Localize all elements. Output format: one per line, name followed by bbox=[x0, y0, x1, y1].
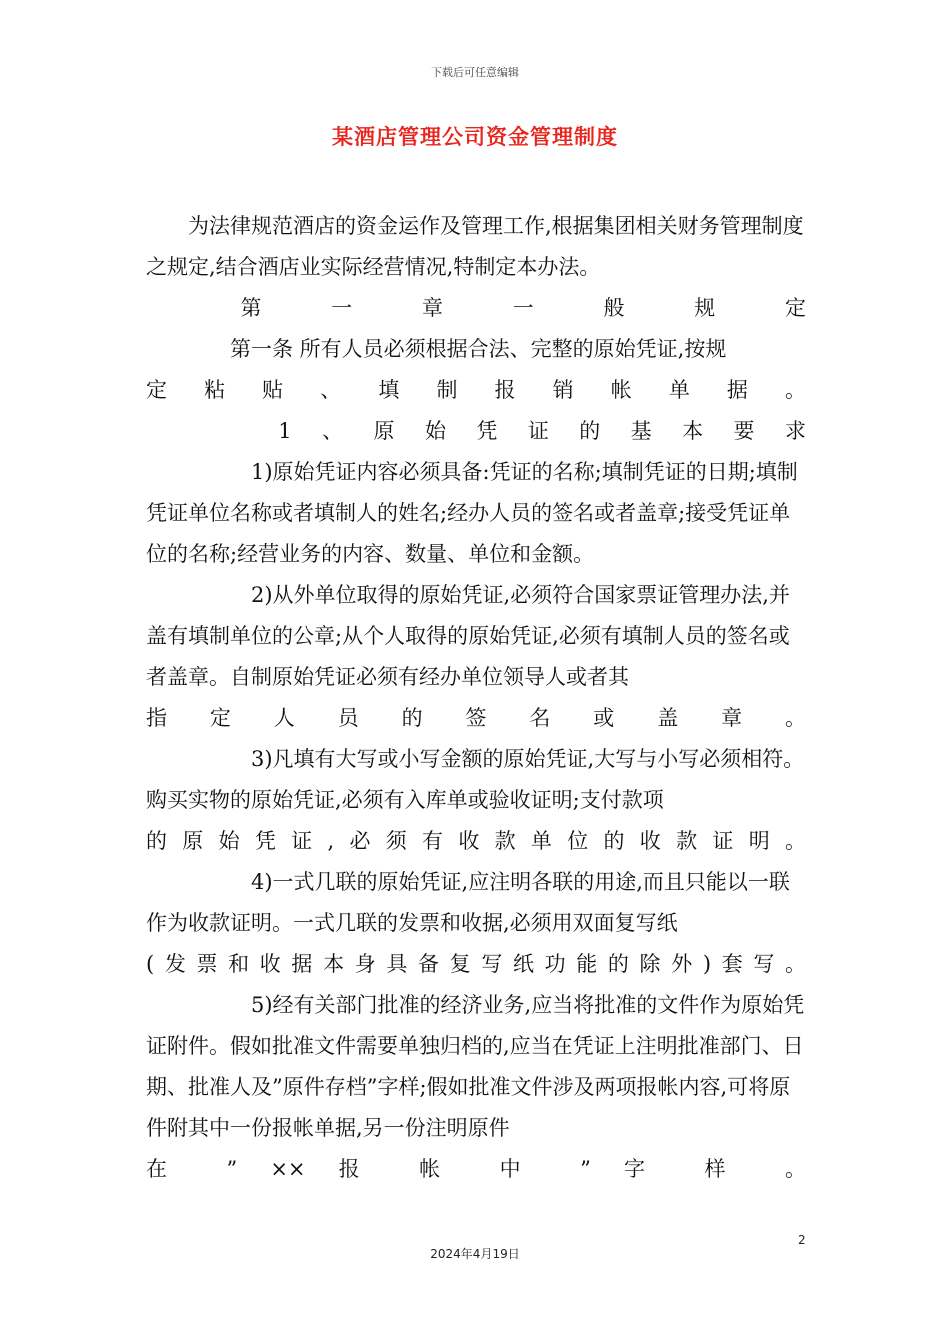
footer-date: 2024年4月19日 bbox=[430, 1247, 520, 1261]
item-4-last-line: (发票和收据本身具备复写纸功能的除外)套写。 bbox=[146, 952, 806, 976]
item-1-paragraph: 1)原始凭证内容必须具备:凭证的名称;填制凭证的日期;填制凭证单位名称或者填制人的姓名;经办人员的签名或者盖章;接受凭证单位的名称;经营业务的内容、数量、单位和金额。 bbox=[146, 460, 798, 566]
item-4-paragraph: 4)一式几联的原始凭证,应注明各联的用途,而且只能以一联作为收款证明。一式几联的发票和收据,必须用双面复写纸 bbox=[146, 870, 790, 935]
document-title: 某酒店管理公司资金管理制度 bbox=[332, 125, 618, 149]
page-header-note: 下载后可任意编辑 bbox=[431, 66, 519, 79]
page-number: 2 bbox=[798, 1233, 806, 1247]
item-5-last-line: 在 ” ×× 报 帐 中 ” 字 样 。 bbox=[146, 1157, 806, 1181]
item-2-last-line: 指定人员的签名或盖章。 bbox=[146, 706, 806, 730]
item-3-last-line: 的原始凭证,必须有收款单位的收款证明。 bbox=[146, 829, 806, 853]
article-1-line-1: 第一条 所有人员必须根据合法、完整的原始凭证,按规 bbox=[230, 337, 727, 361]
intro-paragraph: 为法律规范酒店的资金运作及管理工作,根据集团相关财务管理制度之规定,结合酒店业实际经营情况,特制定本办法。 bbox=[146, 214, 804, 279]
chapter-heading: 第 一 章 一 般 规 定 bbox=[240, 296, 806, 320]
item-5-paragraph: 5)经有关部门批准的经济业务,应当将批准的文件作为原始凭证附件。假如批准文件需要单独归档的,应当在凭证上注明批准部门、日期、批准人及”原件存档”字样;假如批准文件涉及两项报帐内容,可将原件附其中一份报帐单据,另一份注明原件 bbox=[146, 993, 805, 1140]
document-body bbox=[146, 206, 806, 1190]
article-1-line-2: 定粘贴、填制报销帐单据。 bbox=[146, 378, 806, 402]
item-3-paragraph: 3)凡填有大写或小写金额的原始凭证,大写与小写必须相符。购买实物的原始凭证,必须有入库单或验收证明;支付款项 bbox=[146, 747, 805, 812]
item-2-paragraph: 2)从外单位取得的原始凭证,必须符合国家票证管理办法,并盖有填制单位的公章;从个人取得的原始凭证,必须有填制人员的签名或者盖章。自制原始凭证必须有经办单位领导人或者其 bbox=[146, 583, 790, 689]
section-1-heading: 1、原始凭证的基本要求 bbox=[278, 419, 806, 443]
